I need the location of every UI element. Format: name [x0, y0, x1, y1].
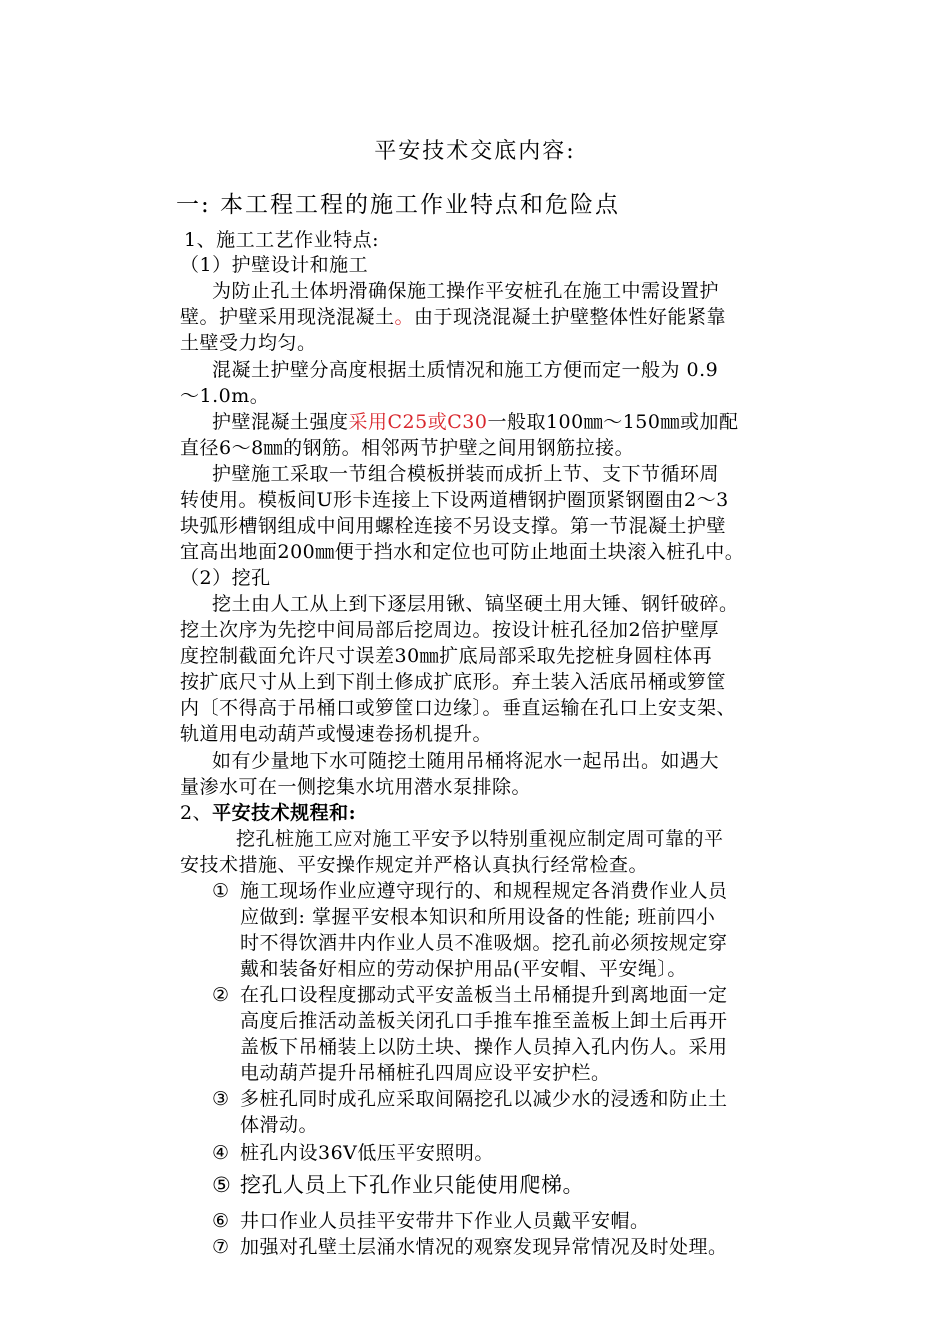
paragraph-line: 直径6～8㎜的钢筋。相邻两节护壁之间用钢筋拉接。	[180, 437, 635, 459]
item-heading-2: （2）挖孔	[180, 567, 271, 589]
subsection-heading-2: 2、平安技术规程和:	[180, 802, 357, 824]
highlight-text: 采用C25或C30	[348, 411, 488, 433]
paragraph-line: 壁。护壁采用现浇混凝土。由于现浇混凝土护壁整体性好能紧靠	[180, 306, 727, 328]
list-item: ③ 多桩孔同时成孔应采取间隔挖孔以减少水的浸透和防止土	[212, 1088, 728, 1110]
paragraph-line: 为防止孔土体坍滑确保施工操作平安桩孔在施工中需设置护	[212, 280, 720, 302]
paragraph-line: 挖土次序为先挖中间局部后挖周边。按设计桩孔径加2倍护壁厚	[180, 619, 720, 641]
paragraph-line: ～1.0m。	[180, 385, 270, 407]
paragraph-line: 宜高出地面200㎜便于挡水和定位也可防止地面土块滚入桩孔中。	[180, 541, 745, 563]
list-marker: ④	[212, 1142, 230, 1164]
document-title: 平安技术交底内容:	[374, 139, 576, 164]
paragraph-line: 块弧形槽钢组成中间用螺栓连接不另设支撑。第一节混凝土护壁	[180, 515, 727, 537]
subsection-heading-1: 1、施工工艺作业特点:	[184, 229, 379, 251]
paragraph-line: 护壁施工采取一节组合模板拼装而成折上节、支下节循环周	[212, 463, 720, 485]
highlight-text: 。	[394, 306, 415, 328]
paragraph-line: 内〔不得高于吊桶口或箩筐口边缘〕。垂直运输在孔口上安支架、	[180, 697, 737, 719]
list-item: ① 施工现场作业应遵守现行的、和规程规定各消费作业人员	[212, 880, 728, 902]
list-marker: ②	[212, 984, 230, 1006]
paragraph-line: 轨道用电动葫芦或慢速卷扬机提升。	[180, 723, 493, 745]
paragraph-line: 安技术措施、平安操作规定并严格认真执行经常检查。	[180, 854, 649, 876]
paragraph-line: 度控制截面允许尺寸误差30㎜扩底局部采取先挖桩身圆柱体再	[180, 645, 713, 667]
paragraph-line: 挖孔桩施工应对施工平安予以特别重视应制定周可靠的平	[236, 828, 724, 850]
paragraph-line: 土壁受力均匀。	[180, 332, 317, 354]
section-heading-1: 一: 本工程工程的施工作业特点和危险点	[176, 192, 621, 218]
paragraph-line: 转使用。模板间U形卡连接上下设两道槽钢护圈顶紧钢圈由2～3	[180, 489, 729, 511]
list-marker: ⑦	[212, 1236, 230, 1258]
document-page: 平安技术交底内容: 一: 本工程工程的施工作业特点和危险点 1、施工工艺作业特点: （1）护壁设计和施工 为防止孔土体坍滑确保施工操作平安桩孔在施工中需设置护 壁。护壁采用现浇混凝土。由于现浇混凝土护壁整体性好能紧靠 土壁受力均匀。 混凝土护壁分高度根据土质情况和施工方便而定一般为 0.9 ～1.0m。 护壁混凝土强度采用C25或C30一般取100㎜～150㎜或加配 直径6～8㎜的钢筋。相邻两节护壁之间用钢筋拉接。 护壁施工采取一节组合模板拼装而成折上节、支下节循环周 转使用。模板间U形卡连接上下设两道槽钢护圈顶紧钢圈由2～3 块弧形槽钢组成中间用螺栓连接不另设支撑。第一节混凝土护壁 宜高出地面200㎜便于挡水和定位也可防止地面土块滚入桩孔中。 （2）挖孔 挖土由人工从上到下逐层用锹、镐坚硬土用大锤、钢钎破碎。 挖土次序为先挖中间局部后挖周边。按设计桩孔径加2倍护壁厚 度控制截面允许尺寸误差30㎜扩底局部采取先挖桩身圆柱体再 按扩底尺寸从上到下削土修成扩底形。弃土装入活底吊桶或箩筐 内〔不得高于吊桶口或箩筐口边缘〕。垂直运输在孔口上安支架、 轨道用电动葫芦或慢速卷扬机提升。 如有少量地下水可随挖土随用吊桶将泥水一起吊出。如遇大 量渗水可在一侧挖集水坑用潜水泵排除。 2、平安技术规程和: 挖孔桩施工应对施工平安予以特别重视应制定周可靠的平 安技术措施、平安操作规定并严格认真执行经常检查。 ① 施工现场作业应遵守现行的、和规程规定各消费作业人员 应做到: 掌握平安根本知识和所用设备的性能; 班前四小 时不得饮酒井内作业人员不准吸烟。挖孔前必须按规定穿 戴和装备好相应的劳动保护用品(平安帽、平安绳〕。 ② 在孔口设程度挪动式平安盖板当土吊桶提升到离地面一定 高度后推活动盖板关闭孔口手推车推至盖板上卸土后再开 盖板下吊桶装上以防土块、操作人员掉入孔内伤人。采用 电动葫芦提升吊桶桩孔四周应设平安护栏。 ③ 多桩孔同时成孔应采取间隔挖孔以减少水的浸透和防止土 体滑动。 ④ 桩孔内设36V低压平安照明。 ⑤ 挖孔人员上下孔作业只能使用爬梯。 ⑥ 井口作业人员挂平安带井下作业人员戴平安帽。 ⑦ 加强对孔壁土层涌水情况的观察发现异常情况及时处理。	[0, 0, 950, 1344]
list-item: ⑦ 加强对孔壁土层涌水情况的观察发现异常情况及时处理。	[212, 1236, 728, 1258]
paragraph-line: 挖土由人工从上到下逐层用锹、镐坚硬土用大锤、钢钎破碎。	[212, 593, 739, 615]
list-marker: ③	[212, 1088, 230, 1110]
paragraph-line: 混凝土护壁分高度根据土质情况和施工方便而定一般为 0.9	[212, 359, 719, 381]
list-marker: ⑥	[212, 1210, 230, 1232]
list-item: ⑤ 挖孔人员上下孔作业只能使用爬梯。	[212, 1173, 584, 1197]
list-item: ④ 桩孔内设36V低压平安照明。	[212, 1142, 494, 1164]
list-item: ⑥ 井口作业人员挂平安带井下作业人员戴平安帽。	[212, 1210, 650, 1232]
paragraph-line: 如有少量地下水可随挖土随用吊桶将泥水一起吊出。如遇大	[212, 750, 720, 772]
list-marker: ①	[212, 880, 230, 902]
paragraph-line: 护壁混凝土强度采用C25或C30一般取100㎜～150㎜或加配	[212, 411, 739, 433]
list-marker: ⑤	[212, 1173, 232, 1197]
paragraph-line: 量渗水可在一侧挖集水坑用潜水泵排除。	[180, 776, 532, 798]
list-item: ② 在孔口设程度挪动式平安盖板当土吊桶提升到离地面一定	[212, 984, 728, 1006]
item-heading-1: （1）护壁设计和施工	[180, 254, 369, 276]
paragraph-line: 按扩底尺寸从上到下削土修成扩底形。弃土装入活底吊桶或箩筐	[180, 671, 727, 693]
